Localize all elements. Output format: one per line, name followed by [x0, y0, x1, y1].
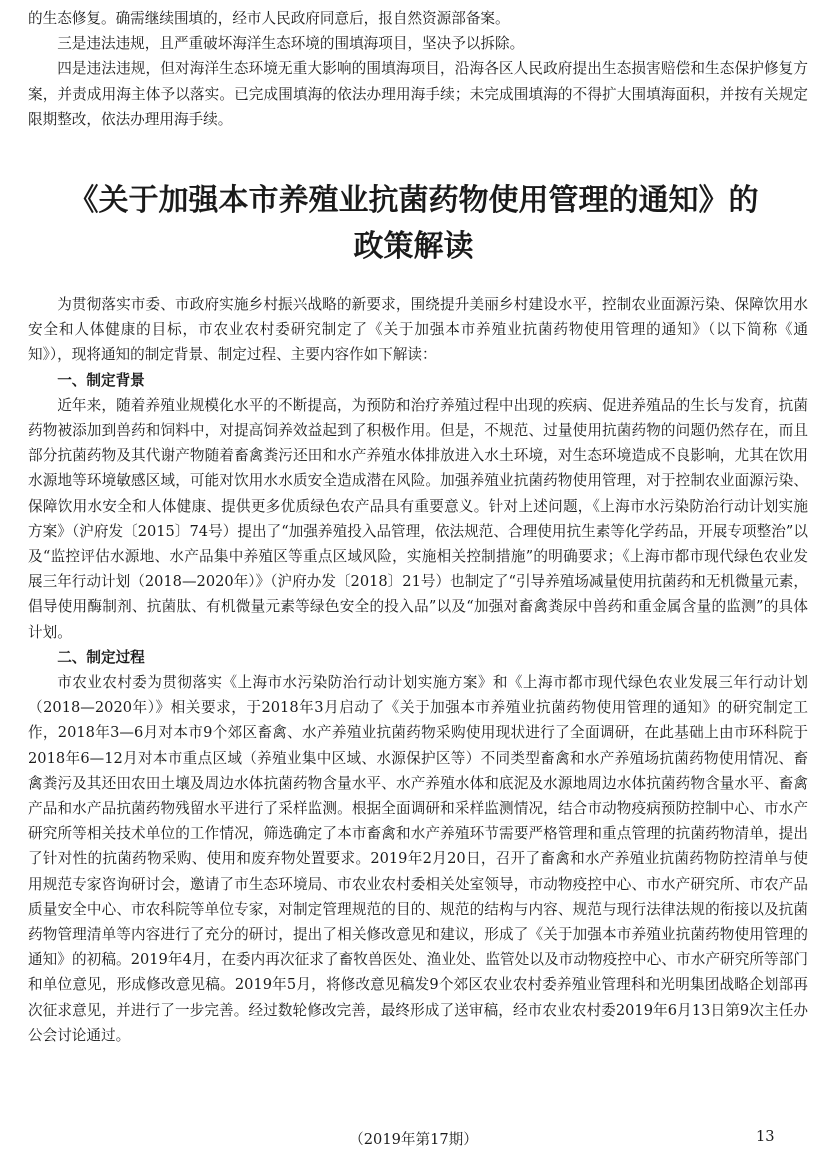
paragraph: 三是违法违规，且严重破坏海洋生态环境的围填海项目，坚决予以拆除。	[57, 35, 525, 53]
page-number: 13	[756, 1128, 775, 1145]
section-heading-process: 二、制定过程	[57, 648, 145, 666]
top-continuation	[28, 6, 808, 132]
section-heading-background: 一、制定背景	[57, 371, 145, 389]
intro-paragraph: 为贯彻落实市委、市政府实施乡村振兴战略的新要求，围绕提升美丽乡村建设水平，控制农业面源污染、保障饮用水安全和人体健康的目标，市农业农村委研究制定了《关于加强本市养殖业抗菌药物使用管理的通知》（以下简称《通知》），现将通知的制定背景、制定过程、主要内容作如下解读：	[28, 296, 808, 364]
article-title-line1: 《关于加强本市养殖业抗菌药物使用管理的通知》的	[68, 183, 759, 218]
paragraph: 四是违法违规，但对海洋生态环境无重大影响的围填海项目，沿海各区人民政府提出生态损害赔偿和生态保护修复方案，并责成用海主体予以落实。已完成围填海的依法办理用海手续；未完成围填海的不得扩大围填海面积，并按有关规定限期整改，依法办理用海手续。	[28, 60, 808, 128]
article-title	[0, 178, 827, 270]
issue-label: （2019年第17期）	[349, 1131, 478, 1148]
article-title-line2: 政策解读	[353, 229, 474, 264]
paragraph: 的生态修复。确需继续围填的，经市人民政府同意后，报自然资源部备案。	[28, 10, 510, 27]
section-body-process: 市农业农村委为贯彻落实《上海市水污染防治行动计划实施方案》和《上海市都市现代绿色农业发展三年行动计划（2018—2020年）》相关要求，于2018年3月启动了《关于加强本市养殖业抗菌药物使用管理的通知》的研究制定工作，2018年3—6月对本市9个郊区畜禽、水产养殖业抗菌药物采购使用现状进行了全面调研，在此基础上由市环科院于2018年6—12月对本市重点区域（养殖业集中区域、水源保护区等）不同类型畜禽和水产养殖场抗菌药物使用情况、畜禽粪污及其还田农田土壤及周边水体抗菌药物含量水平、水产养殖水体和底泥及水源地周边水体抗菌药物含量水平、畜禽产品和水产品抗菌药物残留水平进行了采样监测。根据全面调研和采样监测情况，结合市动物疫病预防控制中心、市水产研究所等相关技术单位的工作情况，筛选确定了本市畜禽和水产养殖环节需要严格管理和重点管理的抗菌药物清单，提出了针对性的抗菌药物采购、使用和废弃物处置要求。2019年2月20日，召开了畜禽和水产养殖业抗菌药物防控清单与使用规范专家咨询研讨会，邀请了市生态环境局、市农业农村委相关处室领导，市动物疫控中心、市水产研究所、市农产品质量安全中心、市农科院等单位专家，对制定管理规范的目的、规范的结构与内容、规范与现行法律法规的衔接以及抗菌药物管理清单等内容进行了充分的研讨，提出了相关修改意见和建议，形成了《关于加强本市养殖业抗菌药物使用管理的通知》的初稿。2019年4月，在委内再次征求了畜牧兽医处、渔业处、监管处以及市动物疫控中心、市水产研究所等部门和单位意见，形成修改意见稿。2019年5月，将修改意见稿发9个郊区农业农村委养殖业管理科和光明集团战略企划部再次征求意见，并进行了一步完善。经过数轮修改完善，最终形成了送审稿，经市农业农村委2019年6月13日第9次主任办公会讨论通过。	[28, 674, 808, 1044]
article-body	[28, 292, 808, 1048]
section-body-background: 近年来，随着养殖业规模化水平的不断提高，为预防和治疗养殖过程中出现的疾病、促进养殖品的生长与发育，抗菌药物被添加到兽药和饲料中，对提高饲养效益起到了积极作用。但是，不规范、过量使用抗菌药物的问题仍然存在，而且部分抗菌药物及其代谢产物随着畜禽粪污还田和水产养殖水体排放进入水土环境，对生态环境造成不良影响，尤其在饮用水源地等环境敏感区域，可能对饮用水水质安全造成潜在风险。加强养殖业抗菌药物使用管理，对于控制农业面源污染、保障饮用水安全和人体健康、提供更多优质绿色农产品具有重要意义。针对上述问题，《上海市水污染防治行动计划实施方案》（沪府发〔2015〕74号）提出了“加强养殖投入品管理，依法规范、合理使用抗生素等化学药品，开展专项整治”以及“监控评估水源地、水产品集中养殖区等重点区域风险，实施相关控制措施”的明确要求；《上海市都市现代绿色农业发展三年行动计划（2018—2020年）》（沪府办发〔2018〕21号）也制定了“引导养殖场减量使用抗菌药和无机微量元素，倡导使用酶制剂、抗菌肽、有机微量元素等绿色安全的投入品”以及“加强对畜禽粪尿中兽药和重金属含量的监测”的具体计划。	[28, 396, 808, 641]
